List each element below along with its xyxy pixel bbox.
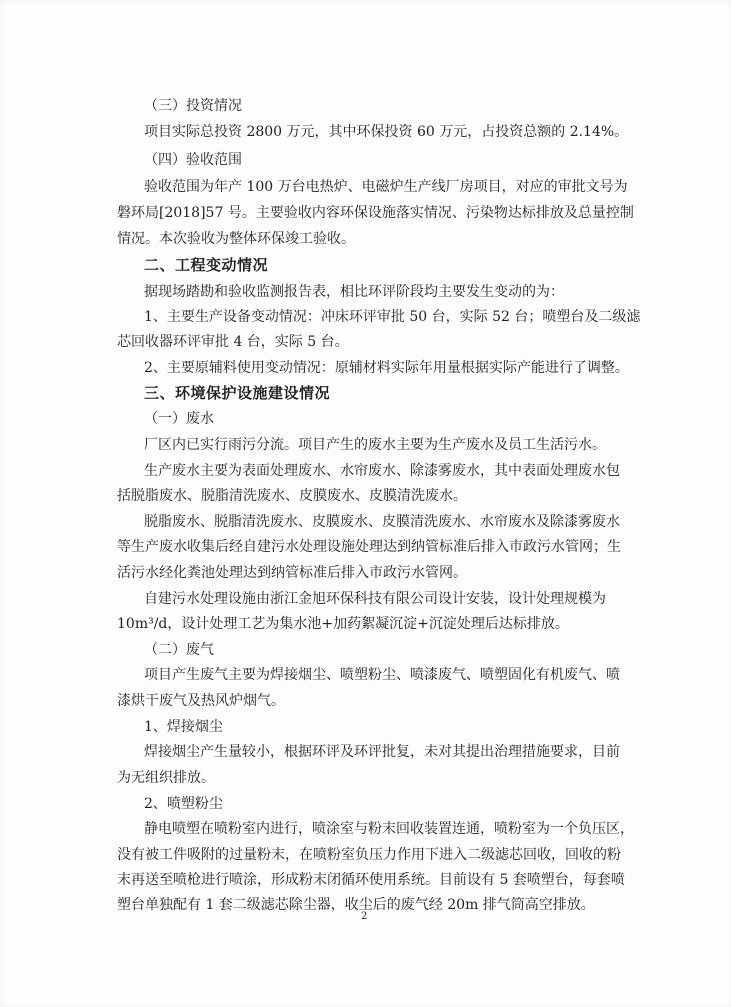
paragraph-line: 情况。本次验收为整体环保竣工验收。	[117, 231, 355, 247]
subheading-spray-powder: 2、喷塑粉尘	[144, 796, 223, 812]
paragraph-line: 静电喷塑在喷粉室内进行，喷涂室与粉末回收装置连通，喷粉室为一个负压区，	[144, 821, 634, 837]
paragraph-line: 活污水经化粪池处理达到纳管标准后排入市政污水管网。	[117, 565, 467, 581]
subheading-waste-gas: （二）废气	[144, 642, 214, 658]
paragraph-line: 芯回收器环评审批 4 台，实际 5 台。	[117, 334, 349, 350]
paragraph-line: 磐环局[2018]57 号。主要验收内容环保设施落实情况、污染物达标排放及总量控制	[117, 205, 634, 221]
paragraph-line: 脱脂废水、脱脂清洗废水、皮膜废水、皮膜清洗废水、水帘废水及除漆雾废水	[144, 514, 620, 530]
subheading-wastewater: （一）废水	[144, 411, 214, 427]
paragraph-line: 10m³/d，设计处理工艺为集水池+加药絮凝沉淀+沉淀处理后达标排放。	[117, 616, 569, 632]
page-number: 2	[361, 911, 368, 922]
paragraph-line: 据现场踏勘和验收监测报告表，相比环评阶段均主要发生变动的为：	[144, 284, 564, 300]
paragraph-line: 厂区内已实行雨污分流。项目产生的废水主要为生产废水及员工生活污水。	[144, 437, 606, 453]
paragraph-line: 项目实际总投资 2800 万元，其中环保投资 60 万元，占投资总额的 2.14%。	[144, 124, 629, 140]
subheading-welding-fume: 1、焊接烟尘	[144, 719, 223, 735]
paragraph-line: 为无组织排放。	[117, 770, 215, 786]
paragraph-line: 没有被工件吸附的过量粉末，在喷粉室负压力作用下进入二级滤芯回收，回收的粉	[117, 847, 621, 863]
subheading-acceptance-scope: （四）验收范围	[144, 152, 242, 168]
paragraph-line: 验收范围为年产 100 万台电热炉、电磁炉生产线厂房项目，对应的审批文号为	[144, 179, 628, 195]
paragraph-line: 塑台单独配有 1 套二级滤芯除尘器，收尘后的废气经 20m 排气筒高空排放。	[117, 897, 595, 913]
paragraph-line: 生产废水主要为表面处理废水、水帘废水、除漆雾废水，其中表面处理废水包	[144, 463, 620, 479]
paragraph-line: 漆烘干废气及热风炉烟气。	[117, 693, 285, 709]
paragraph-line: 焊接烟尘产生量较小，根据环评及环评批复，未对其提出治理措施要求，目前	[144, 744, 620, 760]
paragraph-line: 括脱脂废水、脱脂清洗废水、皮膜废水、皮膜清洗废水。	[117, 488, 467, 504]
paragraph-line: 2、主要原辅料使用变动情况：原辅材料实际年用量根据实际产能进行了调整。	[144, 360, 629, 376]
paragraph-line: 末再送至喷枪进行喷涂，形成粉末闭循环使用系统。目前设有 5 套喷塑台，每套喷	[117, 872, 625, 888]
section-heading-env-facilities: 三、环境保护设施建设情况	[144, 384, 331, 402]
paragraph-line: 等生产废水收集后经自建污水处理设施处理达到纳管标准后排入市政污水管网；生	[117, 539, 621, 555]
paragraph-line: 项目产生废气主要为焊接烟尘、喷塑粉尘、喷漆废气、喷塑固化有机废气、喷	[144, 667, 620, 683]
paragraph-line: 1、主要生产设备变动情况：冲床环评审批 50 台，实际 52 台；喷塑台及二级滤	[144, 309, 641, 325]
section-heading-engineering-changes: 二、工程变动情况	[144, 256, 269, 274]
paragraph-line: 自建污水处理设施由浙江金旭环保科技有限公司设计安装，设计处理规模为	[144, 591, 606, 607]
subheading-investment: （三）投资情况	[144, 98, 242, 114]
